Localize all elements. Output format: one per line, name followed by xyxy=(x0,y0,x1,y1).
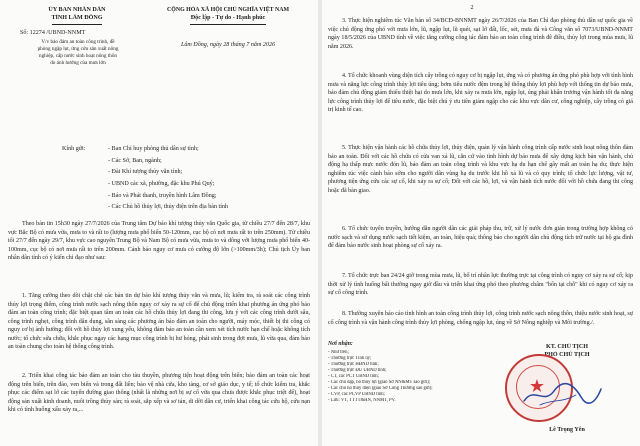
cc-item: - Thường trực HĐND tỉnh; xyxy=(328,362,379,367)
item-1-paragraph: 1. Tăng cường theo dõi chặt chẽ các bản tin dự báo khí tượng thủy văn và mưa, lũ; kiểm tra, rà soát các công trình thủy lợi trọng điểm, công trình nước sạch nông thôn nguy cơ xảy ra sự cố để chủ động triển khai phương án ứng phó bảo đảm an toàn công trình; đặc biệt quan tâm an toàn các hồ chứa thủy lợi đang thi công, lưu ý với các công trình dưới sâu, công trình nghẹt, công trình dân dụng, sẵn sàng các phương án bảo đảm an toàn cho người, máy móc, thiết bị thi công có nguy cơ bị ảnh hưởng; đối với hồ thủy lợi xung yếu, không đảm bảo an toàn cần xem xét tích nước hạn chế hoặc không tích nước; tổ chức sửa chữa, khắc phục ngay các hạng mục công trình bị hư hỏng, phát sinh trong đợt mưa, lũ vừa qua, đảm bảo an toàn chung cho toàn hệ thống công trình. xyxy=(8,293,310,351)
cc-item: - Thường trực ĐU UBND tỉnh; xyxy=(328,368,387,373)
document-number: Số: 12274 /UBND-NNMT xyxy=(20,30,86,36)
recipient-item: - Đài Khí tượng thủy văn tỉnh; xyxy=(108,169,183,176)
recipient-item: - Các Sở, Ban, ngành; xyxy=(108,157,162,164)
intro-paragraph: Theo bản tin 15h30 ngày 27/7/2026 của Trung tâm Dự báo khí tượng thủy văn Quốc gia, từ chiều 27/7 đến 28/7, khu vực Bắc Bộ có mưa vừa, mưa to và rất to (lượng mưa phổ biến 50-120mm, cục bộ có nơi mưa rất to trên 250mm). Từ chiều tối 27/7 đến ngày 29/7, khu vực cao nguyên Trung Bộ và Nam Bộ có mưa vừa, mưa to và dông với lượng mưa phổ biến 40-100mm, cục bộ có nơi mưa rất to trên 200mm. Cảnh báo nguy cơ mưa có cường độ lớn (>100mm/3h); Chủ tịch Ủy ban nhân dân tỉnh có ý kiến chỉ đạo như sau: xyxy=(8,221,310,262)
subject-line-2: phòng ngập lụt, ứng cứu sản xuất nông xyxy=(37,46,119,52)
recipient-item: - Các Chủ hồ thủy lợi, thủy điện trên địa bàn tỉnh xyxy=(108,204,229,211)
seal-star-icon: ★ xyxy=(528,376,546,396)
greeting-label: Kính gửi: xyxy=(62,146,86,152)
place-and-date: Lâm Đồng, ngày 28 tháng 7 năm 2026 xyxy=(180,42,276,48)
signer-name: Lê Trọng Yên xyxy=(549,427,585,433)
page-number: 2 xyxy=(470,5,474,11)
cc-item: - Các chủ đập, hồ thủy lợi (giao Sở NN&MT sao gửi); xyxy=(328,380,430,385)
handwritten-signature-icon xyxy=(518,374,604,414)
item-6-paragraph: 6. Tổ chức tuyên truyền, hướng dẫn người dân các giải pháp thu, trữ, xử lý nước đơn giản trong trường hợp không có nước sạch và sử dụng nước sạch tiết kiệm, an toàn, hiệu quả; thông báo cho người dân chủ động tích trữ nước tại hộ gia đình để đảm bảo nước sinh hoạt phòng sự cố xảy ra. xyxy=(328,226,633,250)
cc-item: - Thường trực Tỉnh ủy; xyxy=(328,356,372,361)
recipient-item: - UBND các xã, phường, đặc khu Phú Quý; xyxy=(108,181,215,188)
agency-underline xyxy=(52,24,102,25)
agency-line-2: TỈNH LÂM ĐỒNG xyxy=(51,15,103,21)
subject-line-1: V/v bảo đảm an toàn công trình, đề xyxy=(41,39,115,45)
cc-item: - Như trên; xyxy=(328,350,349,355)
national-motto: Độc lập - Tự do - Hạnh phúc xyxy=(190,15,266,21)
cc-item: - CVP, các PCVP UBND tỉnh; xyxy=(328,392,385,397)
cc-item: - Các chủ hồ thủy điện (giao Sở Công Thương sao gửi); xyxy=(328,386,433,391)
item-7-paragraph: 7. Tổ chức trực ban 24/24 giờ trong mùa mưa, lũ, bố trí nhân lực thường trực tại công trình có nguy cơ xảy ra sự cố; kịp thời xử lý tình huống bất thường ngay giờ đầu và triển khai ứng phó theo phương châm "bốn tại chỗ" khi có nguy cơ xảy ra sự cố công trình. xyxy=(328,273,633,297)
recipient-item: - Báo và Phát thanh, truyền hình Lâm Đồng; xyxy=(108,192,217,199)
cc-item: - Lưu: VT, TTTT&HN, NNMT, PV. xyxy=(328,398,396,403)
item-3-paragraph: 3. Thực hiện nghiêm túc Văn bản số 34/BCĐ-BNNMT ngày 26/7/2026 của Ban Chỉ đạo phòng thủ dân sự quốc gia về việc chủ động ứng phó với mưa lớn, lũ, ngập lụt, lũ quét, sạt lở đất, lốc, sét, mưa đá và Công văn số 7073/UBND-NNMT ngày 18/5/2026 của UBND tỉnh về việc tăng cường công tác đảm bảo an toàn công trình đê điều, thủy lợi trong mùa mưa, lũ năm 2026. xyxy=(328,18,633,50)
sign-role-line-1: KT. CHỦ TỊCH xyxy=(546,344,588,350)
sign-role-line-2: PHÓ CHỦ TỊCH xyxy=(544,352,590,358)
document-page-1 xyxy=(0,0,318,446)
recipient-list xyxy=(108,145,303,215)
item-2-paragraph: 2. Triển khai công tác bảo đảm an toàn cho tàu thuyền, phương tiện hoạt động trên biển; bảo đảm an toàn các hoạt động trên biển, trên đảo, ven biển và trong đất liền; bảo vệ nhà cửa, kho tàng, cơ sở giáo dục, y tế; tổ chức kiểm tra, khắc phục các điểm sạt lở các tuyến đường giao thông (nhất là những nơi bị sự cố vừa qua chưa được khắc phục triệt để), hoạt động sản xuất kinh doanh, nuôi trồng thủy sản; rà soát, sắp xếp và sơ tán, di dời dân cư, triển khai công tác cứu hộ, cứu nạn khi có tình huống xấu xảy ra,... xyxy=(8,373,310,414)
recipient-item: - Ban Chỉ huy phòng thủ dân sự tỉnh; xyxy=(108,146,199,152)
subject-line-4: do ảnh hưởng của mưa lớn xyxy=(50,60,106,66)
cc-item: - CT, các PCT UBND tỉnh; xyxy=(328,374,379,379)
motto-underline xyxy=(190,24,266,25)
item-4-paragraph: 4. Tổ chức khoanh vùng diện tích cây trồng có nguy cơ bị ngập lụt, ứng và có phương án ứng phó phù hợp với tình hình mưa và năng lực công trình thủy lợi tiêu úng; bơm tiêu nước đệm trong hệ thống thủy lợi phù hợp với thống tin dự báo mưa, bảo đảm chủ động giảm thiểu thiệt hại do mưa lớn, khi xảy ra mưa lớn, ngập lụt, úng phải khẩn trương vận hành tối đa năng lực công trình thủy lợi để tiêu nước, đặc biệt chú ý ưu tiên giảm ngập cho các khu vực dân cư, công nghiệp, cây trồng có giá trị kinh tế cao. xyxy=(328,73,633,114)
item-8-paragraph: 8. Thường xuyên báo cáo tình hình an toàn công trình thủy lợi, công trình nước sạch nông thôn, thiệu nước sinh hoạt, sự cố công trình và vận hành công trình thủy lợi phòng, chống ngập lụt, úng về Sở Nông nghiệp và Môi trường./. xyxy=(328,311,633,326)
item-5-paragraph: 5. Thực hiện vận hành các hồ chứa thủy lợi, thủy điện, quản lý vận hành công trình cấp nước sinh hoạt nông thôn đảm bảo an toàn. Đối với các hồ chứa có cửa van xả lũ, căn cứ vào tình hình dự báo mưa để xây dựng kịch bản vận hành, chủ động hạ thấp mực nước đón lũ, bảo đảm an toàn công trình và khu vực hạ du hạn chế gây mất an toàn hạ du; thực hiện nghiêm túc việc cảnh báo sớm cho người dân vùng hạ du trước khi hồ xả lũ và có quy trình; tổ chức lực lượng, vật tư, phương tiện ứng cứu các sự cố, khi xảy ra sự cố; Đối với các hồ, lợi, và vận hành tích nước đối với hồ chứa đang thi công hoặc đã bàn giao. xyxy=(328,145,633,194)
agency-line-1: ỦY BAN NHÂN DÂN xyxy=(48,7,106,13)
national-title: CỘNG HÒA XÃ HỘI CHỦ NGHĨA VIỆT NAM xyxy=(166,7,290,13)
document-page-2 xyxy=(322,0,640,446)
receivers-label: Nơi nhận: xyxy=(328,341,353,347)
subject-line-3: nghiệp, cấp nước sinh hoạt nông thôn xyxy=(38,53,118,59)
